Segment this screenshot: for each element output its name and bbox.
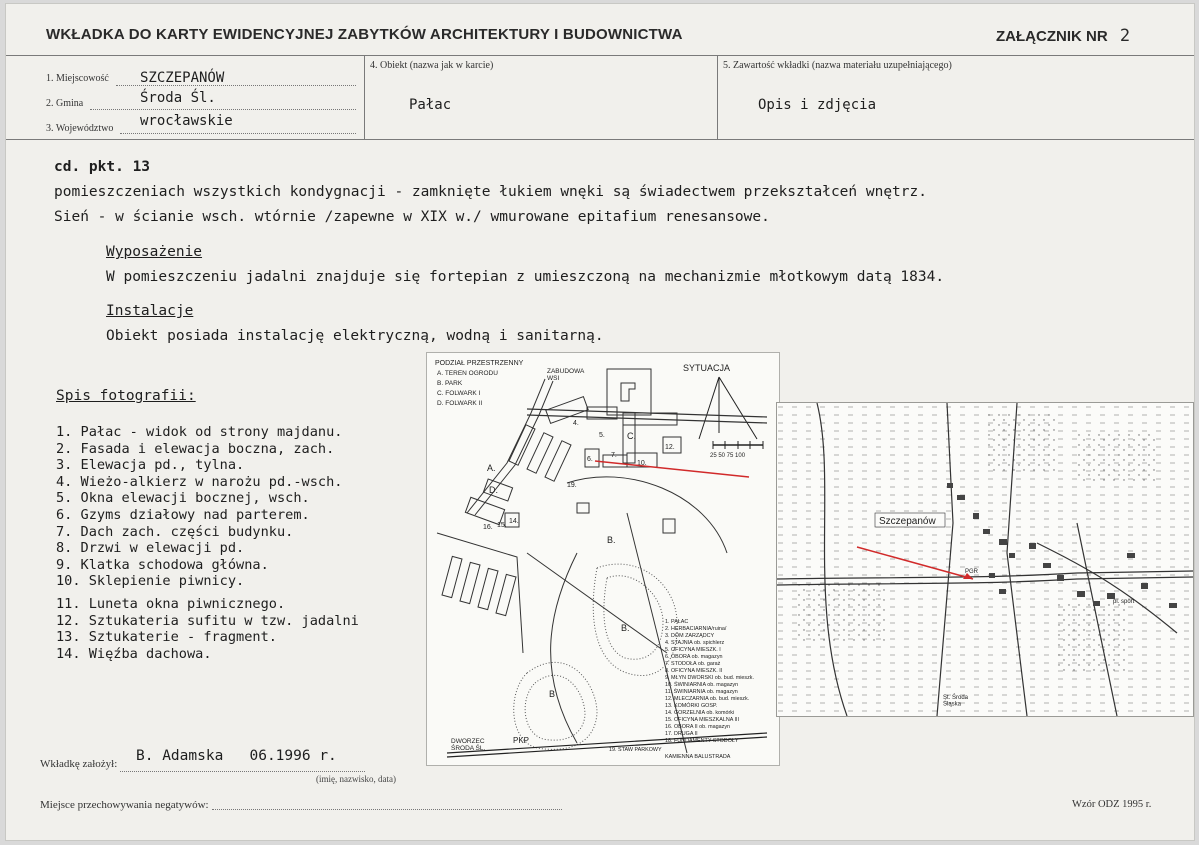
body-line-2: Sień - w ścianie wsch. wtórnie /zapewne w XIX w./ wmurowane epitafium renesansowe. bbox=[54, 209, 770, 225]
village-label: ZABUDOWA WSI bbox=[547, 368, 585, 383]
photo-list-item: 6. Gzyms działowy nad parterem. bbox=[56, 506, 310, 523]
building-number: 10. bbox=[637, 460, 647, 467]
installations-text: Obiekt posiada instalację elektryczną, wodną i sanitarną. bbox=[106, 328, 604, 344]
photo-list-item: 3. Elewacja pd., tylna. bbox=[56, 457, 245, 474]
rail-label: PKP bbox=[513, 736, 530, 745]
building-list-item: 6. OBORA ob. magazyn bbox=[665, 654, 723, 660]
commune-value: Środa Śl. bbox=[140, 90, 216, 106]
building-list-item: 11. ŚWINIARNIA ob. magazyn bbox=[665, 689, 738, 695]
building-list-item: 15. OFICYNA MIESZKALNA III bbox=[665, 717, 739, 723]
building-list-item: 16. OBORA II ob. magazyn bbox=[665, 724, 731, 730]
building-list-item: 9. MŁYN DWORSKI ob. bud. mieszk. bbox=[665, 675, 754, 681]
building-number: 12. bbox=[665, 444, 675, 451]
locality-label: 1. Miejscowość bbox=[46, 73, 109, 84]
photo-list-item: 11. Luneta okna piwnicznego. bbox=[56, 595, 286, 612]
zone-label: B bbox=[549, 689, 556, 699]
building-list-item: 2. HERBACIARNIA/ruina/ bbox=[665, 626, 727, 632]
header-rule-top bbox=[6, 55, 1195, 56]
building-list-item: 5. OFICYNA MIESZK. I bbox=[665, 647, 721, 653]
building-list-item: 8. OFICYNA MIESZK. II bbox=[665, 668, 723, 674]
building-list-item: 14. GORZELNIA ob. komórki bbox=[665, 710, 735, 716]
inserted-hint: (imię, nazwisko, data) bbox=[316, 774, 396, 784]
record-sheet bbox=[5, 3, 1195, 841]
equipment-text: W pomieszczeniu jadalni znajduje się fortepian z umieszczoną na mechanizmie młotkowym datą 1834. bbox=[106, 269, 945, 285]
topographic-map bbox=[776, 402, 1194, 717]
location-arrow bbox=[595, 461, 749, 477]
field-divider-1 bbox=[364, 55, 365, 139]
zone-label: D. bbox=[489, 485, 498, 495]
photo-list-item: 9. Klatka schodowa główna. bbox=[56, 556, 269, 573]
photo-list-item: 2. Fasada i elewacja boczna, zach. bbox=[56, 440, 335, 457]
building-number: 7. bbox=[611, 452, 617, 459]
building-list bbox=[609, 619, 754, 760]
photo-list-item: 8. Drzwi w elewacji pd. bbox=[56, 540, 245, 557]
topographic-map-drawing bbox=[777, 403, 1193, 716]
photo-list bbox=[56, 424, 428, 662]
building-list-item: KAMIENNA BALUSTRADA bbox=[665, 754, 731, 760]
station-label: DWORZEC ŚRODA ŚL. bbox=[451, 738, 486, 753]
north-arrow-icon bbox=[699, 377, 757, 439]
annex-number: 2 bbox=[1119, 26, 1131, 46]
voivodeship-label: 3. Województwo bbox=[46, 123, 114, 134]
legend-item: A. TEREN OGRODU bbox=[437, 370, 498, 377]
building-list-item: 13. KOMÓRKI GOSP. bbox=[665, 703, 718, 709]
place-label: Szczepanów bbox=[879, 516, 936, 527]
annex-label-text: ZAŁĄCZNIK NR bbox=[996, 28, 1108, 45]
commune-dotted-line bbox=[90, 109, 356, 110]
photo-list-item: 5. Okna elewacji bocznej, wsch. bbox=[56, 490, 310, 507]
legend-item: D. FOLWARK II bbox=[437, 400, 483, 407]
building-list-item: 10. ŚWINIARNIA ob. magazyn bbox=[665, 682, 739, 688]
voivodeship-dotted-line bbox=[120, 133, 356, 134]
object-value: Pałac bbox=[409, 97, 452, 113]
voivodeship-value: wrocławskie bbox=[140, 113, 233, 129]
building-list-item: 18. FUNDAMENTY STODOŁY bbox=[665, 738, 739, 744]
negatives-label: Miejsce przechowywania negatywów: bbox=[40, 799, 209, 811]
building-list-item: 17. DRUGA II bbox=[665, 731, 698, 737]
continuation-note: cd. pkt. 13 bbox=[54, 159, 151, 175]
building-number: 6. bbox=[587, 456, 593, 463]
annex-label bbox=[996, 26, 1130, 46]
inserted-dotted-line bbox=[120, 771, 365, 772]
body-line-1: pomieszczeniach wszystkich kondygnacji - zamknięte łukiem wnęki są świadectwem przekształceń wnętrz. bbox=[54, 184, 927, 200]
sport-label: pl. sport bbox=[1113, 599, 1135, 605]
locality-value: SZCZEPANÓW bbox=[140, 70, 225, 86]
zone-label: B. bbox=[621, 623, 630, 633]
zone-label: C. bbox=[627, 431, 636, 441]
building-list-item: 7. STODOŁA ob. garaż bbox=[665, 661, 721, 667]
situation-label: SYTUACJA bbox=[683, 363, 731, 373]
inserted-label: Wkładkę założył: bbox=[40, 758, 118, 770]
legend-item: B. PARK bbox=[437, 380, 463, 387]
building-number: 14. bbox=[509, 518, 519, 525]
park-dotted-areas bbox=[514, 564, 677, 749]
town-label: St. Środa Śląska bbox=[943, 695, 969, 708]
content-value: Opis i zdjęcia bbox=[758, 97, 877, 113]
photo-list-item: 10. Sklepienie piwnicy. bbox=[56, 573, 245, 590]
content-label: 5. Zawartość wkładki (nazwa materiału uzupełniającego) bbox=[723, 60, 952, 71]
photo-list-item: 4. Wieżo-alkierz w narożu pd.-wsch. bbox=[56, 473, 343, 490]
photo-list-item: 14. Więźba dachowa. bbox=[56, 645, 212, 662]
zone-label: A. bbox=[487, 463, 496, 473]
building-number: 15. bbox=[497, 522, 507, 529]
photo-list-item: 13. Sztukaterie - fragment. bbox=[56, 629, 277, 646]
form-model: Wzór ODZ 1995 r. bbox=[1072, 799, 1152, 810]
photo-list-item: 7. Dach zach. części budynku. bbox=[56, 523, 294, 540]
building-number: 16. bbox=[483, 524, 493, 531]
installations-heading: Instalacje bbox=[106, 303, 194, 319]
legend-title: PODZIAŁ PRZESTRZENNY bbox=[435, 360, 524, 367]
building-number: 19. bbox=[567, 482, 577, 489]
building-list-item: 4. STAJNIA ob. spichlerz bbox=[665, 640, 725, 646]
zone-label: B. bbox=[607, 535, 616, 545]
form-title: WKŁADKA DO KARTY EWIDENCYJNEJ ZABYTKÓW ARCHITEKTURY I BUDOWNICTWA bbox=[46, 26, 683, 43]
building-list-item: 3. DOM ZARZĄDCY bbox=[665, 633, 715, 639]
site-plan bbox=[426, 352, 780, 766]
field-divider-2 bbox=[717, 55, 718, 139]
building-number: 5. bbox=[599, 432, 605, 439]
pgr-label: PGR bbox=[965, 569, 979, 575]
photos-heading: Spis fotografii: bbox=[56, 388, 196, 404]
commune-label: 2. Gmina bbox=[46, 98, 84, 109]
photo-list-item: 1. Pałac - widok od strony majdanu. bbox=[56, 424, 343, 440]
building-list-item: 19. STAW PARKOWY bbox=[609, 747, 662, 753]
negatives-dotted-line bbox=[212, 809, 562, 810]
photo-list-item: 12. Sztukateria sufitu w tzw. jadalni bbox=[56, 612, 359, 629]
building-list-item: 12. MLECZARNIA ob. bud. mieszk. bbox=[665, 696, 750, 702]
building-number: 4. bbox=[573, 420, 579, 427]
inserted-value: B. Adamska 06.1996 r. bbox=[136, 748, 337, 764]
scale-bar-icon bbox=[713, 441, 763, 449]
scale-label: 25 50 75 100 bbox=[710, 453, 746, 459]
object-label: 4. Obiekt (nazwa jak w karcie) bbox=[370, 60, 494, 71]
site-plan-drawing bbox=[427, 353, 779, 765]
village-building-icon bbox=[607, 369, 651, 415]
building-list-item: 1. PAŁAC bbox=[665, 619, 689, 625]
equipment-heading: Wyposażenie bbox=[106, 244, 203, 260]
rail-yard-blocks bbox=[437, 533, 523, 653]
legend-item: C. FOLWARK I bbox=[437, 390, 481, 397]
header-rule-bottom bbox=[6, 139, 1195, 140]
